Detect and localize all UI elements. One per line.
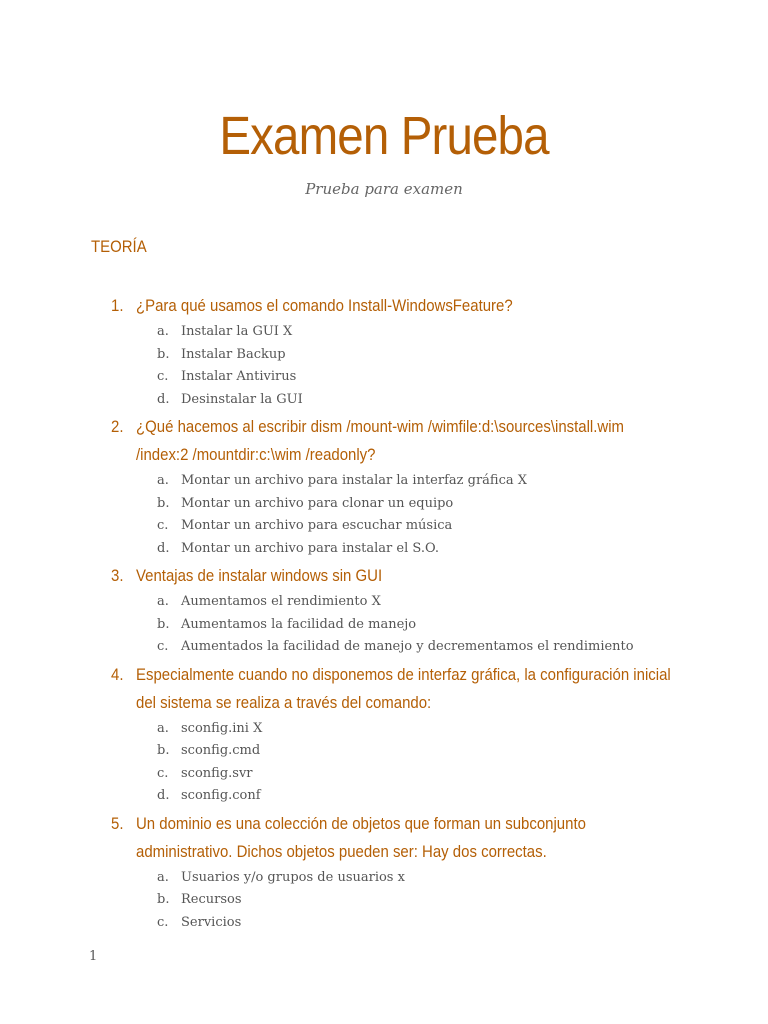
option-letter: b. [157, 495, 170, 511]
option-list [0, 717, 768, 810]
option-letter: a. [157, 324, 169, 339]
question-number: 3. [111, 566, 124, 585]
option-letter: b. [157, 616, 170, 632]
option-item [0, 763, 768, 786]
option-text: Aumentamos la facilidad de manejo [181, 616, 417, 632]
option-text: Montar un archivo para clonar un equipo [181, 495, 454, 511]
option-text: sconfig.conf [181, 788, 261, 803]
option-letter: c. [157, 765, 169, 781]
document-title: Examen Prueba [219, 106, 549, 166]
option-letter: a. [157, 720, 169, 736]
option-text: Desinstalar la GUI [181, 391, 303, 407]
option-text: Montar un archivo para instalar el S.O. [181, 540, 439, 556]
option-text: sconfig.cmd [181, 743, 261, 758]
option-letter: c. [157, 518, 169, 533]
question-number: 1. [111, 296, 124, 315]
question-number: 4. [111, 664, 124, 684]
question-text: Especialmente cuando no disponemos de interfaz gráfica, la configuración inicial del sistema se realiza a través del comando: [136, 664, 671, 712]
option-item [0, 740, 768, 763]
option-item [0, 785, 768, 808]
question-number: 2. [111, 417, 124, 436]
option-letter: c. [157, 914, 169, 930]
option-list [0, 866, 768, 937]
question-item [0, 413, 768, 562]
option-item [0, 470, 768, 493]
option-text: Instalar Backup [181, 346, 286, 362]
option-item [0, 366, 768, 389]
option-text: Aumentados la facilidad de manejo y decrementamos el rendimiento [181, 639, 634, 654]
option-letter: d. [157, 788, 170, 803]
page-number: 1 [89, 949, 98, 964]
option-item [0, 591, 768, 614]
option-list [0, 590, 768, 661]
option-text: Instalar Antivirus [181, 369, 297, 384]
option-letter: c. [157, 369, 169, 384]
question-text: Un dominio es una colección de objetos que forman un subconjunto administrativo. Dichos objetos pueden ser: Hay dos correctas. [136, 813, 586, 861]
option-letter: d. [157, 391, 170, 407]
option-letter: a. [157, 594, 169, 609]
section-heading: TEORÍA [91, 237, 147, 256]
option-item [0, 493, 768, 516]
option-text: Usuarios y/o grupos de usuarios x [181, 869, 405, 885]
option-letter: d. [157, 540, 170, 556]
option-text: Recursos [181, 892, 242, 907]
option-letter: b. [157, 346, 170, 362]
option-item [0, 867, 768, 890]
option-text: Montar un archivo para escuchar música [181, 518, 453, 533]
question-number: 5. [111, 813, 124, 833]
option-text: Aumentamos el rendimiento X [181, 594, 381, 609]
document-subtitle: Prueba para examen [305, 180, 463, 198]
option-letter: b. [157, 743, 170, 758]
option-text: sconfig.svr [181, 765, 253, 781]
question-text: Ventajas de instalar windows sin GUI [136, 566, 383, 585]
option-letter: b. [157, 892, 170, 907]
option-item [0, 515, 768, 538]
option-item [0, 344, 768, 367]
option-list [0, 320, 768, 413]
option-item [0, 538, 768, 561]
option-item [0, 718, 768, 741]
option-letter: a. [157, 473, 169, 488]
question-text: ¿Qué hacemos al escribir dism /mount-wim /wimfile:d:\sources\install.wim /index:2 /mountdir:c:\wim /readonly? [136, 417, 625, 464]
option-item [0, 321, 768, 344]
option-item [0, 389, 768, 412]
question-item [0, 292, 768, 413]
option-item [0, 614, 768, 637]
question-text: ¿Para qué usamos el comando Install-WindowsFeature? [136, 296, 513, 315]
question-item [0, 810, 768, 937]
option-letter: a. [157, 869, 169, 885]
question-item [0, 661, 768, 810]
option-item [0, 636, 768, 659]
option-item [0, 889, 768, 912]
question-list [0, 292, 768, 936]
option-text: sconfig.ini X [181, 720, 263, 736]
option-item [0, 912, 768, 935]
option-text: Montar un archivo para instalar la interfaz gráfica X [181, 473, 528, 488]
option-letter: c. [157, 639, 169, 654]
option-text: Instalar la GUI X [181, 324, 293, 339]
question-item [0, 562, 768, 661]
option-list [0, 469, 768, 562]
option-text: Servicios [181, 914, 242, 930]
